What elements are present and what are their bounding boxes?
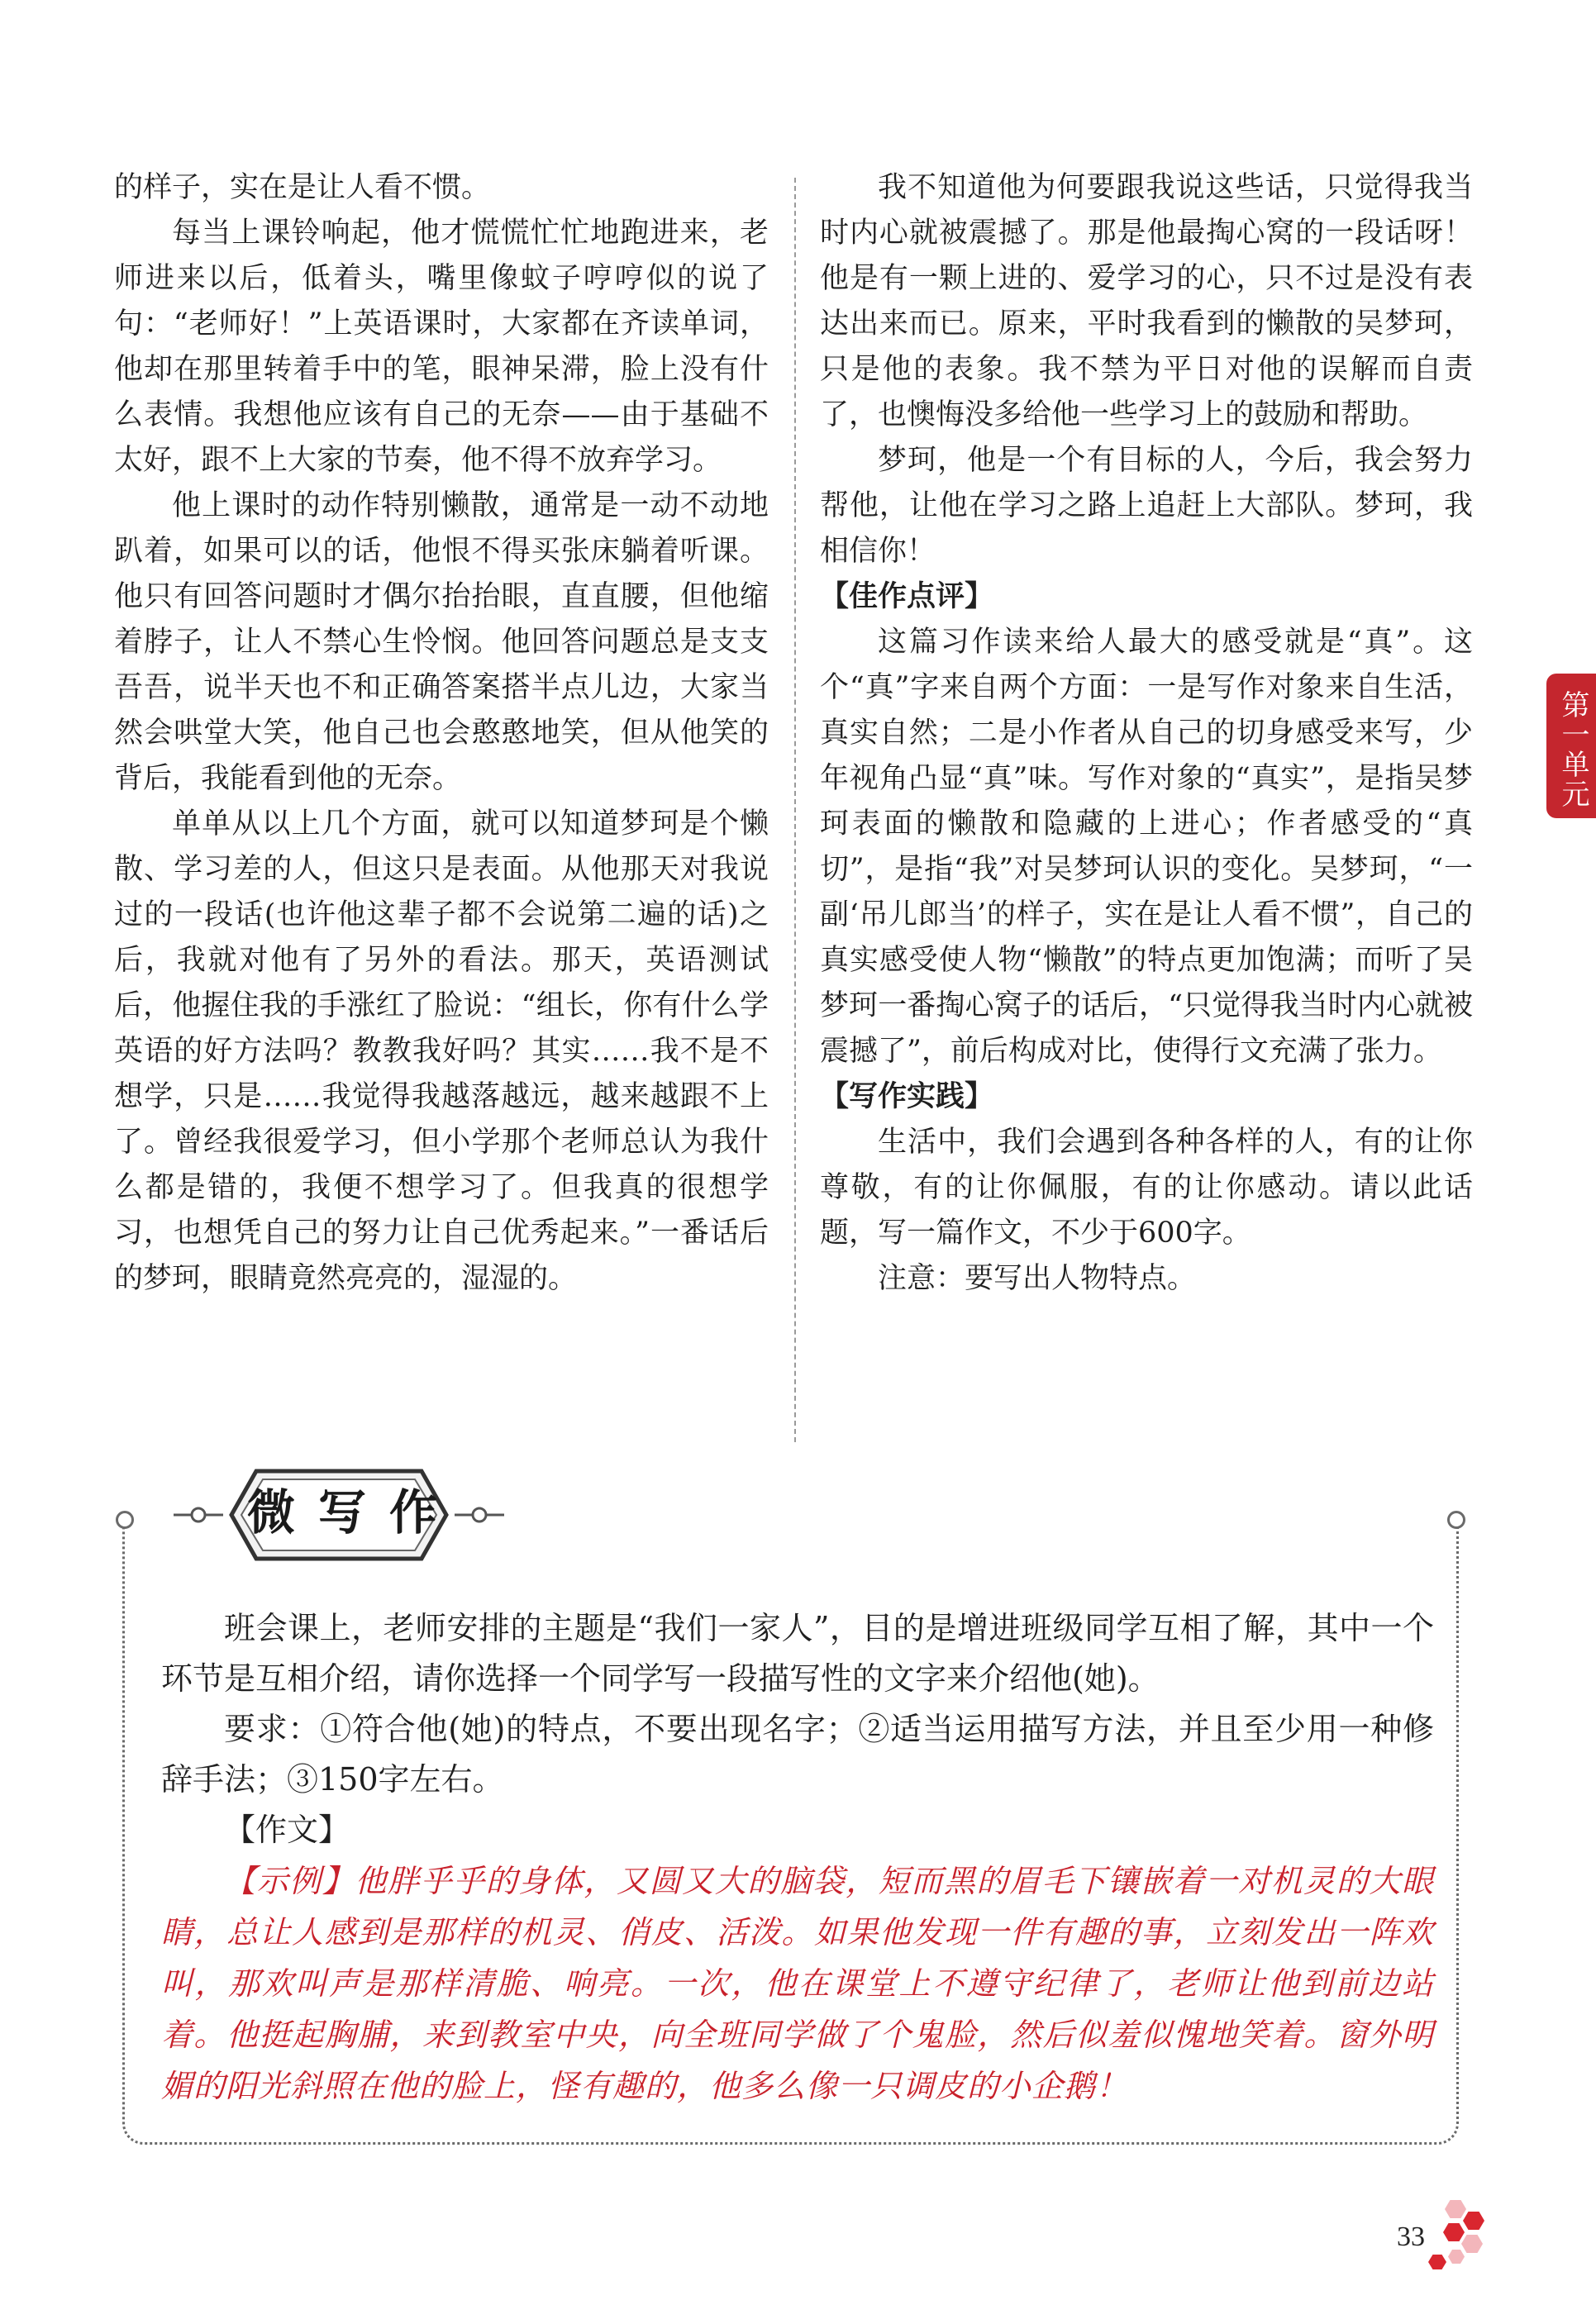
essay-heading: 【作文】 [224, 1812, 350, 1848]
comment-heading: 【佳作点评】 [820, 580, 994, 613]
left-paragraph-4: 单单从以上几个方面，就可以知道梦珂是个懒散、学习差的人，但这只是表面。从他那天对我说过的一段话(也许他这辈子都不会说第二遍的话)之后，我就对他有了另外的看法。那天，英语测试后，他握住我的手涨红了脸说：“组长，你有什么学英语的好方法吗？教教我好吗？其实……我不是不想学，只是……我觉得我越落越远，越来越跟不上了。曾经我很爱学习，但小学那个老师总认为我什么都是错的，我便不想学习了。但我真的很想学习，也想凭自己的努力让自己优秀起来。”一番话后的梦珂，眼睛竟然亮亮的，湿湿的。 [114, 807, 769, 1295]
unit-side-tab-label: 第一单元 [1556, 690, 1589, 809]
micro-writing-content [161, 1603, 1434, 2112]
example-essay: 【示例】他胖乎乎的身体，又圆又大的脑袋，短而黑的眉毛下镶嵌着一对机灵的大眼睛，总让人感到是那样的机灵、俏皮、活泼。如果他发现一件有趣的事，立刻发出一阵欢叫，那欢叫声是那样清脆、响亮。一次，他在课堂上不遵守纪律了，老师让他到前边站着。他挺起胸脯，来到教室中央，向全班同学做了个鬼脸，然后似羞似愧地笑着。窗外明媚的阳光斜照在他的脸上，怪有趣的，他多么像一只调皮的小企鹅！ [161, 1863, 1434, 2104]
unit-side-tab [1546, 674, 1596, 818]
practice-text: 生活中，我们会遇到各种各样的人，有的让你尊敬，有的让你佩服，有的让你感动。请以此话题，写一篇作文，不少于600字。 [820, 1126, 1473, 1250]
left-paragraph-3: 他上课时的动作特别懒散，通常是一动不动地趴着，如果可以的话，他恨不得买张床躺着听课。他只有回答问题时才偶尔抬抬眼，直直腰，但他缩着脖子，让人不禁心生怜悯。他回答问题总是支支吾吾，说半天也不和正确答案搭半点儿边，大家当然会哄堂大笑，他自己也会憨憨地笑，但从他笑的背后，我能看到他的无奈。 [114, 489, 769, 795]
practice-note: 注意：要写出人物特点。 [878, 1262, 1197, 1295]
right-paragraph-2: 梦珂，他是一个有目标的人，今后，我会努力帮他，让他在学习之路上追赶上大部队。梦珂，我相信你！ [820, 444, 1473, 568]
column-divider [794, 178, 796, 1442]
left-paragraph-1: 的样子，实在是让人看不惯。 [114, 171, 491, 204]
right-column [820, 165, 1473, 1302]
micro-writing-title: 微写作 [246, 1484, 460, 1541]
micro-writing-intro: 班会课上，老师安排的主题是“我们一家人”，目的是增进班级同学互相了解，其中一个环节是互相介绍，请你选择一个同学写一段描写性的文字来介绍他(她)。 [161, 1610, 1434, 1697]
right-paragraph-1: 我不知道他为何要跟我说这些话，只觉得我当时内心就被震撼了。那是他最掏心窝的一段话呀！他是有一颗上进的、爱学习的心，只不过是没有表达出来而已。原来，平时我看到的懒散的吴梦珂，只是他的表象。我不禁为平日对他的误解而自责了，也懊悔没多给他一些学习上的鼓励和帮助。 [820, 171, 1473, 431]
box-corner-ornament-left [116, 1511, 134, 1529]
left-paragraph-2: 每当上课铃响起，他才慌慌忙忙地跑进来，老师进来以后，低着头，嘴里像蚊子哼哼似的说了句：“老师好！”上英语课时，大家都在齐读单词，他却在那里转着手中的笔，眼神呆滞，脸上没有什么表情。我想他应该有自己的无奈——由于基础不太好，跟不上大家的节奏，他不得不放弃学习。 [114, 217, 769, 477]
comment-text: 这篇习作读来给人最大的感受就是“真”。这个“真”字来自两个方面：一是写作对象来自生活，真实自然；二是小作者从自己的切身感受来写，少年视角凸显“真”味。写作对象的“真实”，是指吴梦珂表面的懒散和隐藏的上进心；作者感受的“真切”，是指“我”对吴梦珂认识的变化。吴梦珂，“一副‘吊儿郎当’的样子，实在是让人看不惯”，自己的真实感受使人物“懒散”的特点更加饱满；而听了吴梦珂一番掏心窝子的话后，“只觉得我当时内心就被震撼了”，前后构成对比，使得行文充满了张力。 [820, 626, 1473, 1068]
practice-heading: 【写作实践】 [820, 1080, 994, 1113]
box-corner-ornament-right [1447, 1511, 1465, 1529]
page-number: 33 [1397, 2222, 1425, 2252]
micro-writing-requirements: 要求：①符合他(她)的特点，不要出现名字；②适当运用描写方法，并且至少用一种修辞手法；③150字左右。 [161, 1711, 1434, 1798]
left-column [114, 165, 769, 1302]
